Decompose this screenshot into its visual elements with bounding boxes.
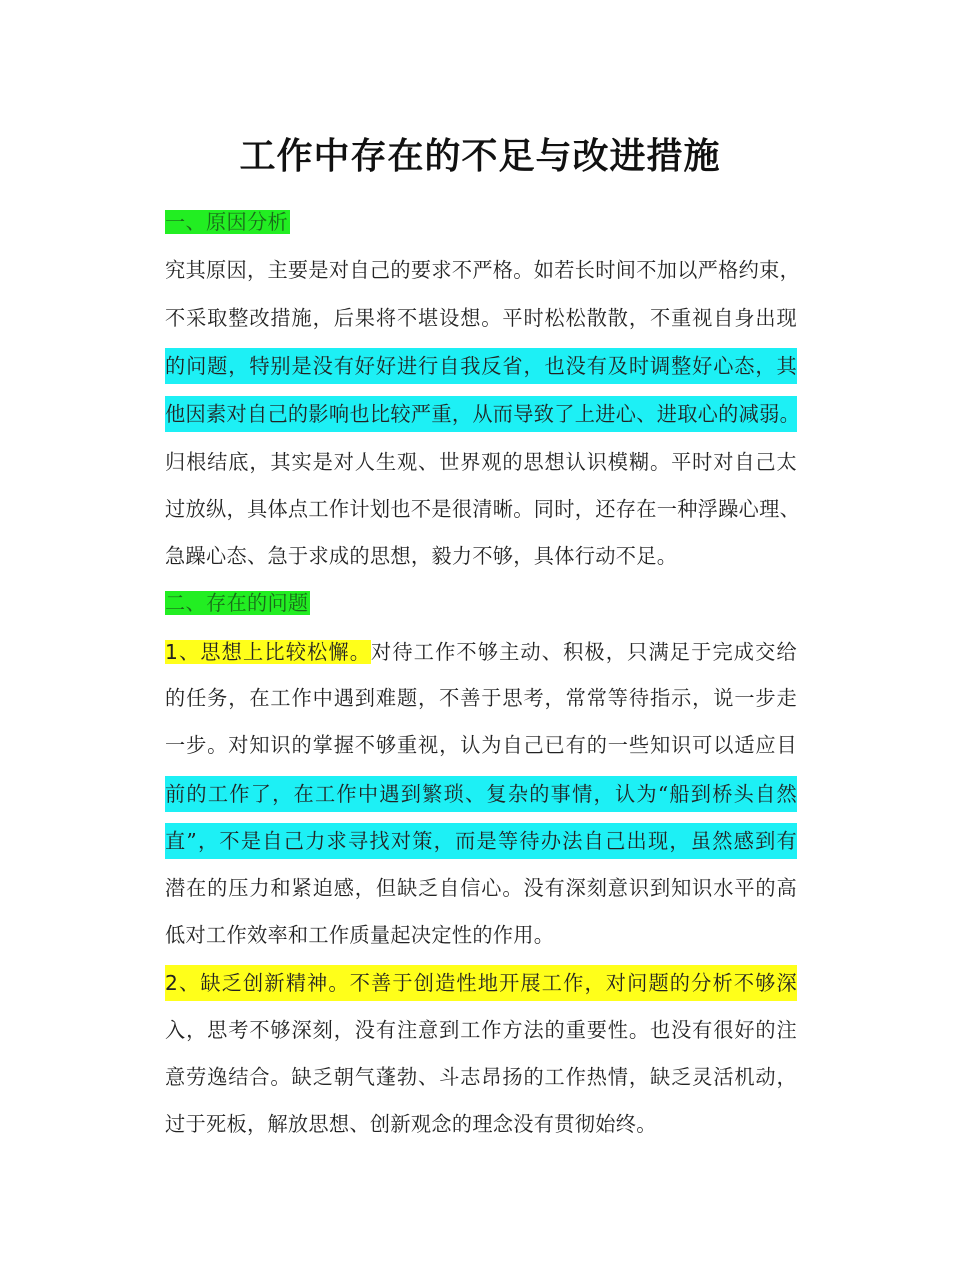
paragraph-line-highlighted: 他因素对自己的影响也比较严重，从而导致了上进心、进取心的减弱。 bbox=[165, 396, 797, 432]
paragraph-line: 过放纵，具体点工作计划也不是很清晰。同时，还存在一种浮躁心理、 bbox=[165, 497, 801, 521]
paragraph-line: 低对工作效率和工作质量起决定性的作用。 bbox=[165, 923, 555, 947]
paragraph-line: 潜在的压力和紧迫感，但缺乏自信心。没有深刻意识到知识水平的高 bbox=[165, 876, 797, 900]
paragraph-line: 入，思考不够深刻，没有注意到工作方法的重要性。也没有很好的注 bbox=[165, 1018, 797, 1042]
item-2-first-line bbox=[165, 965, 797, 1001]
heading-highlight: 二、存在的问题 bbox=[165, 591, 309, 615]
paragraph-line-highlighted: 直”，不是自己力求寻找对策，而是等待办法自己出现，虽然感到有 bbox=[165, 823, 797, 859]
paragraph-line: 过于死板，解放思想、创新观念的理念没有贯彻始终。 bbox=[165, 1112, 657, 1136]
item-text: 不善于创造性地开展工作，对问题的分析不够深 bbox=[349, 971, 797, 995]
item-1-first-line bbox=[165, 634, 797, 670]
heading-highlight: 一、原因分析 bbox=[165, 210, 288, 234]
item-lead-highlight: 1、思想上比较松懈。 bbox=[165, 640, 372, 664]
item-lead: 2、缺乏创新精神。 bbox=[165, 971, 350, 995]
section-heading-problems bbox=[165, 585, 310, 621]
paragraph-line: 不采取整改措施，后果将不堪设想。平时松松散散，不重视自身出现 bbox=[165, 306, 797, 330]
paragraph-line: 究其原因，主要是对自己的要求不严格。如若长时间不加以严格约束， bbox=[165, 258, 801, 282]
document-title: 工作中存在的不足与改进措施 bbox=[239, 136, 721, 177]
paragraph-line: 急躁心态、急于求成的思想，毅力不够，具体行动不足。 bbox=[165, 544, 678, 568]
section-heading-cause bbox=[165, 204, 290, 240]
paragraph-line-highlighted: 的问题，特别是没有好好进行自我反省，也没有及时调整好心态，其 bbox=[165, 348, 797, 384]
paragraph-line: 归根结底，其实是对人生观、世界观的思想认识模糊。平时对自己太 bbox=[165, 450, 797, 474]
paragraph-line: 的任务，在工作中遇到难题，不善于思考，常常等待指示，说一步走 bbox=[165, 686, 797, 710]
paragraph-line-highlighted: 前的工作了，在工作中遇到繁琐、复杂的事情，认为“船到桥头自然 bbox=[165, 776, 797, 812]
paragraph-line: 一步。对知识的掌握不够重视，认为自己已有的一些知识可以适应目 bbox=[165, 733, 797, 757]
paragraph-line: 意劳逸结合。缺乏朝气蓬勃、斗志昂扬的工作热情，缺乏灵活机动， bbox=[165, 1065, 797, 1089]
item-text: 对待工作不够主动、积极，只满足于完成交给 bbox=[371, 640, 797, 664]
